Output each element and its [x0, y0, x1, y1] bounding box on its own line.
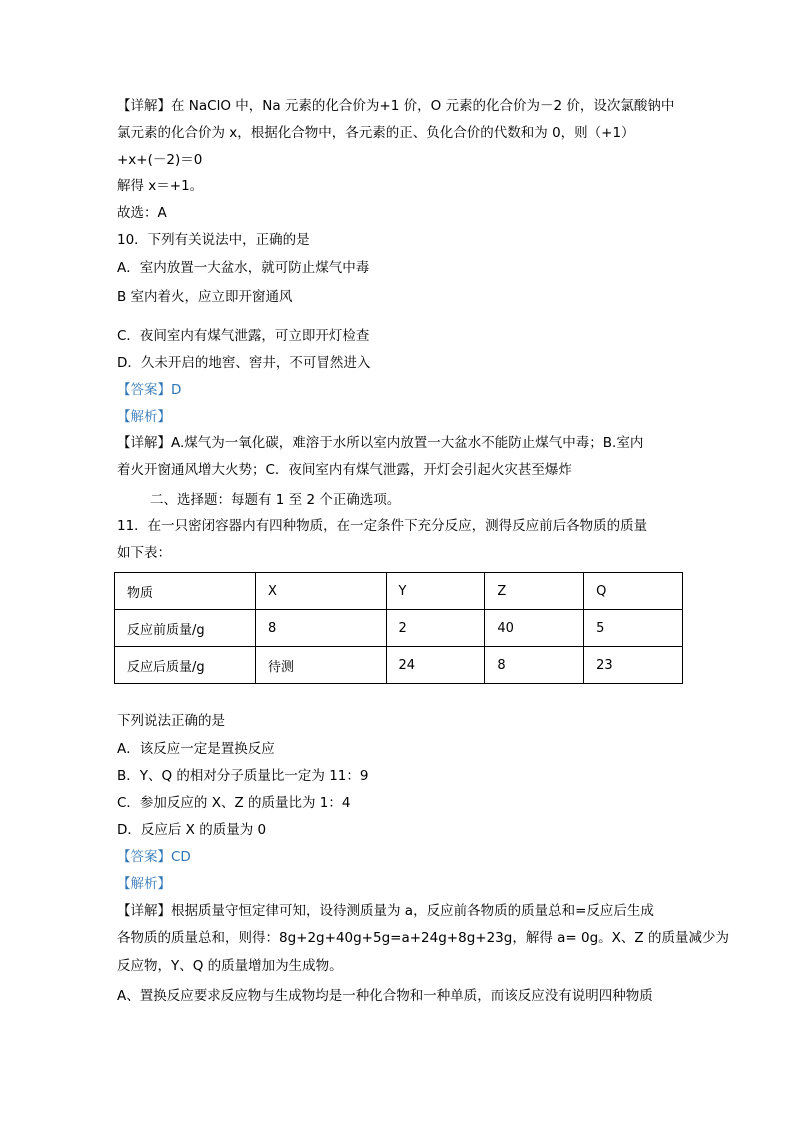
text-line: 下列说法正确的是	[117, 713, 225, 729]
text-line: 解得 x＝+1。	[117, 178, 204, 194]
table-cell: 8	[485, 647, 584, 684]
text-line: 10．下列有关说法中，正确的是	[117, 232, 310, 248]
text-line: C．参加反应的 X、Z 的质量比为 1：4	[117, 795, 351, 811]
text-line: 【答案】D	[117, 382, 182, 398]
table-cell: 8	[256, 610, 387, 647]
table-cell: Y	[386, 573, 485, 610]
table-cell: Q	[584, 573, 683, 610]
text-line: B 室内着火，应立即开窗通风	[117, 289, 293, 305]
mass-table	[114, 572, 683, 684]
text-line: D．久未开启的地窖、窖井，不可冒然进入	[117, 355, 371, 371]
text-line: 着火开窗通风增大火势；C．夜间室内有煤气泄露，开灯会引起火灾甚至爆炸	[117, 462, 572, 478]
text-line: A．室内放置一大盆水，就可防止煤气中毒	[117, 260, 370, 276]
text-line: +x+(－2)＝0	[117, 152, 203, 168]
table-row	[115, 610, 683, 647]
text-line: 11．在一只密闭容器内有四种物质，在一定条件下充分反应，测得反应前后各物质的质量	[117, 518, 648, 534]
table-cell: 5	[584, 610, 683, 647]
table-cell: Z	[485, 573, 584, 610]
text-line: 【详解】根据质量守恒定律可知，设待测质量为 a，反应前各物质的质量总和=反应后生成	[117, 903, 654, 919]
table-row	[115, 573, 683, 610]
text-line: 【解析】	[117, 409, 171, 425]
text-line: A．该反应一定是置换反应	[117, 741, 275, 757]
text-line: 反应物，Y、Q 的质量增加为生成物。	[117, 958, 343, 974]
text-line: 【详解】在 NaClO 中，Na 元素的化合价为+1 价，O 元素的化合价为－2 价，设次氯酸钠中	[117, 98, 675, 114]
text-line: 如下表：	[117, 545, 171, 561]
table-cell: 待测	[256, 647, 387, 684]
text-line: A、置换反应要求反应物与生成物均是一种化合物和一种单质，而该反应没有说明四种物质	[117, 988, 653, 1004]
text-line: D．反应后 X 的质量为 0	[117, 822, 267, 838]
text-line: 【答案】CD	[117, 849, 191, 865]
table-cell: 2	[386, 610, 485, 647]
text-line: B．Y、Q 的相对分子质量比一定为 11：9	[117, 768, 369, 784]
table-row	[115, 647, 683, 684]
table-cell: 24	[386, 647, 485, 684]
text-line: C．夜间室内有煤气泄露，可立即开灯检查	[117, 328, 370, 344]
table-cell: 物质	[115, 573, 256, 610]
table-cell: 23	[584, 647, 683, 684]
table-cell: 40	[485, 610, 584, 647]
table-cell: 反应后质量/g	[115, 647, 256, 684]
text-line: 二、选择题：每题有 1 至 2 个正确选项。	[150, 492, 401, 508]
table-cell: 反应前质量/g	[115, 610, 256, 647]
table-cell: X	[256, 573, 387, 610]
text-line: 各物质的质量总和，则得：8g+2g+40g+5g=a+24g+8g+23g，解得 a= 0g。X、Z 的质量减少为	[117, 930, 729, 946]
text-line: 【解析】	[117, 876, 171, 892]
text-line: 【详解】A.煤气为一氧化碳，难溶于水所以室内放置一大盆水不能防止煤气中毒；B.室内	[117, 435, 644, 451]
text-line: 氯元素的化合价为 x，根据化合物中，各元素的正、负化合价的代数和为 0，则（+1）	[117, 125, 635, 141]
text-line: 故选：A	[117, 205, 167, 221]
